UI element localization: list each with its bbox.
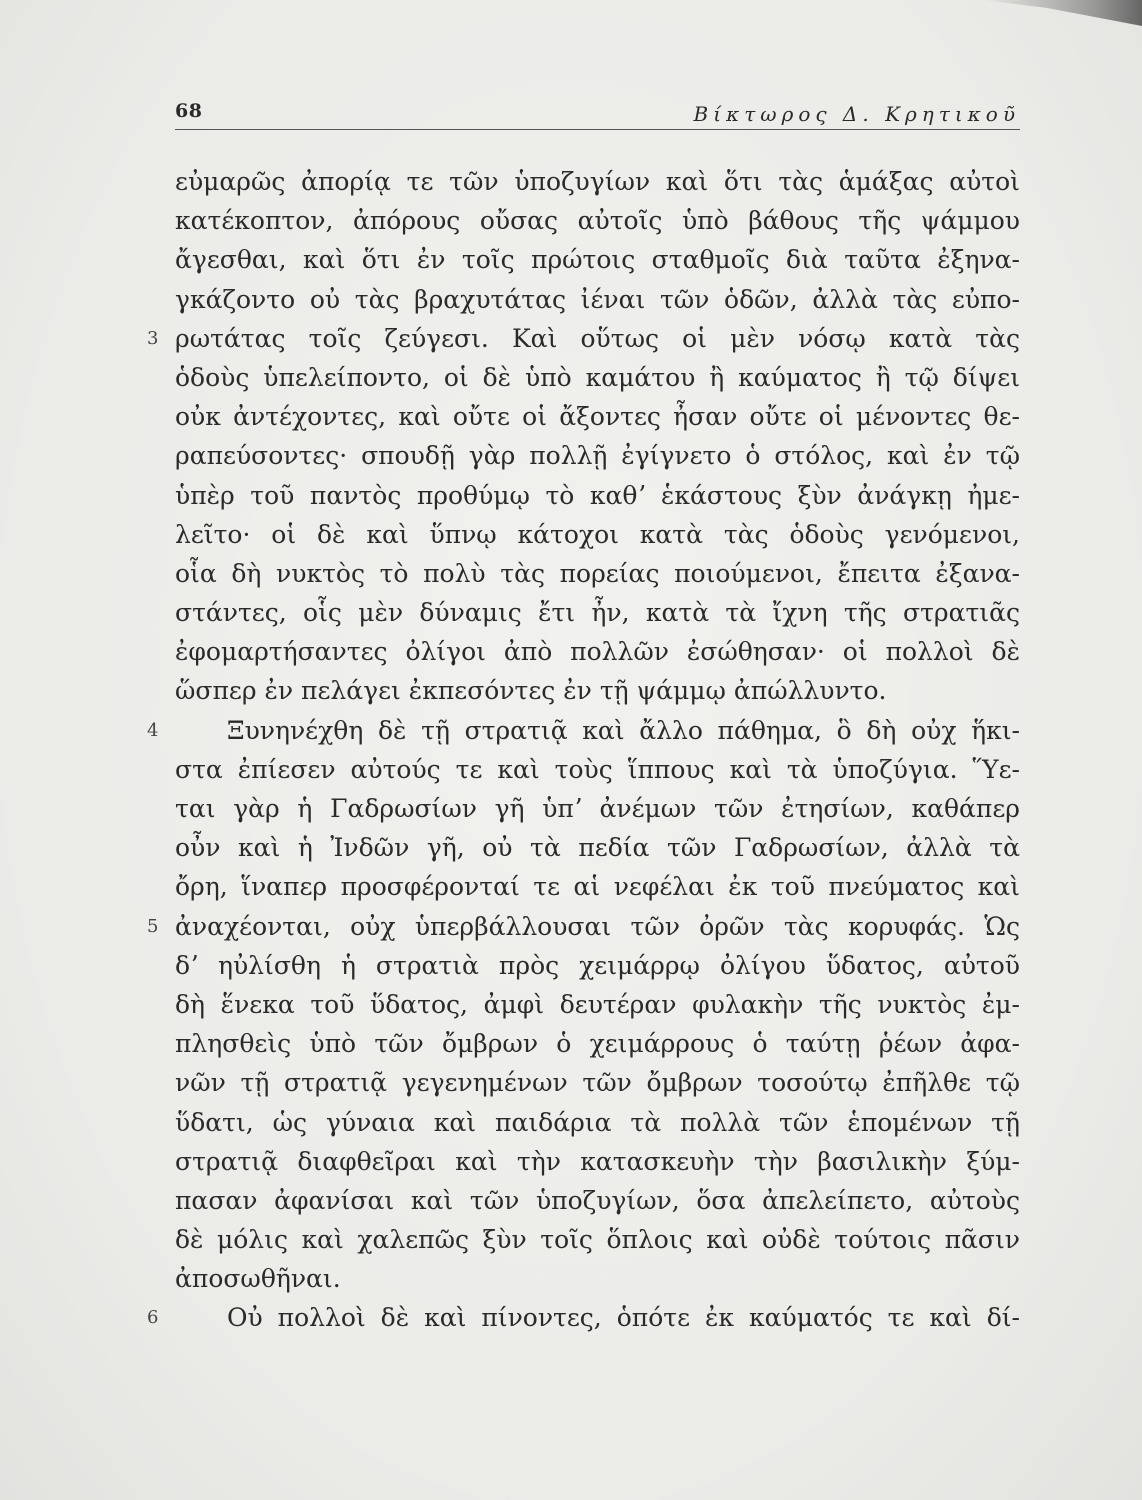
text-line-content: ἀποσωθῆναι. <box>175 1264 341 1294</box>
header-rule <box>175 129 1020 130</box>
text-line-content: ται γὰρ ἡ Γαδρωσίων γῆ ὑπʼ ἀνέμων τῶν ἐτησίων, καθάπερ <box>175 794 1020 823</box>
text-line <box>147 319 1020 358</box>
text-line <box>175 632 1020 671</box>
text-line <box>175 593 1020 632</box>
text-line <box>147 711 1020 750</box>
text-line <box>175 358 1020 397</box>
text-line <box>175 436 1020 475</box>
text-line <box>175 201 1020 240</box>
text-line-content: λεῖτο· οἱ δὲ καὶ ὕπνῳ κάτοχοι κατὰ τὰς ὁδοὺς γενόμενοι, <box>175 519 1020 549</box>
text-line-content: πλησθεὶς ὑπὸ τῶν ὄμβρων ὁ χειμάρρους ὁ ταύτῃ ῥέων ἀφα- <box>175 1029 1020 1059</box>
text-line <box>147 907 1020 946</box>
text-line <box>175 1142 1020 1181</box>
text-line <box>175 280 1020 319</box>
text-line-content: δὴ ἕνεκα τοῦ ὕδατος, ἀμφὶ δευτέραν φυλακὴν τῆς νυκτὸς ἐμ- <box>175 989 1020 1019</box>
text-line <box>175 162 1020 201</box>
text-line <box>175 515 1020 554</box>
text-line <box>175 1024 1020 1063</box>
text-line <box>175 946 1020 985</box>
text-line <box>147 1298 1020 1337</box>
text-line-content: νῶν τῇ στρατιᾷ γεγενημένων τῶν ὄμβρων τοσούτῳ ἐπῆλθε τῷ <box>175 1068 1020 1098</box>
text-line-content: Οὐ πολλοὶ δὲ καὶ πίνοντες, ὁπότε ἐκ καύματός τε καὶ δί- <box>227 1303 1020 1333</box>
text-line <box>175 1063 1020 1102</box>
text-line <box>175 1103 1020 1142</box>
text-line-content: πασαν ἀφανίσαι καὶ τῶν ὑποζυγίων, ὅσα ἀπελείπετο, αὐτοὺς <box>175 1185 1020 1215</box>
body-text <box>147 162 1020 1338</box>
text-line-content: δʼ ηὐλίσθη ἡ στρατιὰ πρὸς χειμάρρῳ ὀλίγου ὕδατος, αὐτοῦ <box>175 950 1020 980</box>
text-line-content: οὐκ ἀντέχοντες, καὶ οὔτε οἱ ἄξοντες ἦσαν οὔτε οἱ μένοντες θε- <box>175 402 1020 432</box>
text-line-content: ἄγεσθαι, καὶ ὅτι ἐν τοῖς πρώτοις σταθμοῖς διὰ ταῦτα ἐξηνα- <box>175 245 1020 275</box>
text-line-content: στάντες, οἷς μὲν δύναμις ἔτι ἦν, κατὰ τὰ ἴχνη τῆς στρατιᾶς <box>175 598 1020 628</box>
text-line <box>175 1220 1020 1259</box>
running-head: Βίκτωρος Δ. Κρητικοῦ <box>693 102 1020 126</box>
text-line-content: ὑπὲρ τοῦ παντὸς προθύμῳ τὸ καθʼ ἑκάστους ξὺν ἀνάγκῃ ἠμε- <box>175 480 1020 510</box>
text-line-content: κατέκοπτον, ἀπόρους οὔσας αὐτοῖς ὑπὸ βάθους τῆς ψάμμου <box>175 206 1020 236</box>
text-line-content: ἐφομαρτήσαντες ὀλίγοι ἀπὸ πολλῶν ἐσώθησαν· οἱ πολλοὶ δὲ <box>175 637 1020 667</box>
page-header <box>175 100 1020 130</box>
text-line-content: ρωτάτας τοῖς ζεύγεσι. Καὶ οὕτως οἱ μὲν νόσῳ κατὰ τὰς <box>175 323 1020 353</box>
text-line-content: γκάζοντο οὐ τὰς βραχυτάτας ἰέναι τῶν ὁδῶν, ἀλλὰ τὰς εὐπο- <box>175 284 1020 314</box>
text-line <box>175 476 1020 515</box>
page-corner-shadow <box>982 0 1142 26</box>
text-line-content: Ξυνηνέχθη δὲ τῇ στρατιᾷ καὶ ἄλλο πάθημα, ὃ δὴ οὐχ ἥκι- <box>227 715 1020 745</box>
text-line-content: στα ἐπίεσεν αὐτούς τε καὶ τοὺς ἵππους καὶ τὰ ὑποζύγια. Ὕε- <box>175 754 1020 784</box>
text-line-content: οἷα δὴ νυκτὸς τὸ πολὺ τὰς πορείας ποιούμενοι, ἔπειτα ἐξανα- <box>175 558 1020 588</box>
text-line-content: ραπεύσοντες· σπουδῇ γὰρ πολλῇ ἐγίγνετο ὁ στόλος, καὶ ἐν τῷ <box>175 441 1020 471</box>
text-line <box>175 671 1020 710</box>
text-line <box>175 397 1020 436</box>
margin-section-number: 6 <box>147 1307 159 1329</box>
text-line-content: ὥσπερ ἐν πελάγει ἐκπεσόντες ἐν τῇ ψάμμῳ ἀπώλλυντο. <box>175 676 887 706</box>
text-line <box>175 554 1020 593</box>
text-line-content: εὐμαρῶς ἀπορίᾳ τε τῶν ὑποζυγίων καὶ ὅτι τὰς ἁμάξας αὐτοὶ <box>175 167 1020 196</box>
page-number: 68 <box>175 100 203 122</box>
text-line <box>175 789 1020 828</box>
text-line-content: ὁδοὺς ὑπελείποντο, οἱ δὲ ὑπὸ καμάτου ἢ καύματος ἢ τῷ δίψει <box>175 362 1020 392</box>
text-line-content: δὲ μόλις καὶ χαλεπῶς ξὺν τοῖς ὅπλοις καὶ οὐδὲ τούτοις πᾶσιν <box>175 1225 1020 1255</box>
text-line <box>175 750 1020 789</box>
margin-section-number: 5 <box>147 915 159 937</box>
margin-section-number: 3 <box>147 327 159 349</box>
text-line <box>175 985 1020 1024</box>
text-line-content: οὖν καὶ ἡ Ἰνδῶν γῆ, οὐ τὰ πεδία τῶν Γαδρωσίων, ἀλλὰ τὰ <box>175 833 1020 863</box>
text-line-content: ἀναχέονται, οὐχ ὑπερβάλλουσαι τῶν ὀρῶν τὰς κορυφάς. Ὡς <box>175 911 1020 941</box>
text-line <box>175 240 1020 279</box>
text-line <box>175 828 1020 867</box>
text-line <box>175 867 1020 906</box>
text-line-content: ὕδατι, ὡς γύναια καὶ παιδάρια τὰ πολλὰ τῶν ἑπομένων τῇ <box>175 1107 1020 1137</box>
text-line <box>175 1259 1020 1298</box>
margin-section-number: 4 <box>147 719 159 741</box>
text-line <box>175 1181 1020 1220</box>
text-line-content: στρατιᾷ διαφθεῖραι καὶ τὴν κατασκευὴν τὴν βασιλικὴν ξύμ- <box>175 1146 1020 1176</box>
text-line-content: ὄρη, ἵναπερ προσφέρονταί τε αἱ νεφέλαι ἐκ τοῦ πνεύματος καὶ <box>175 872 1020 902</box>
